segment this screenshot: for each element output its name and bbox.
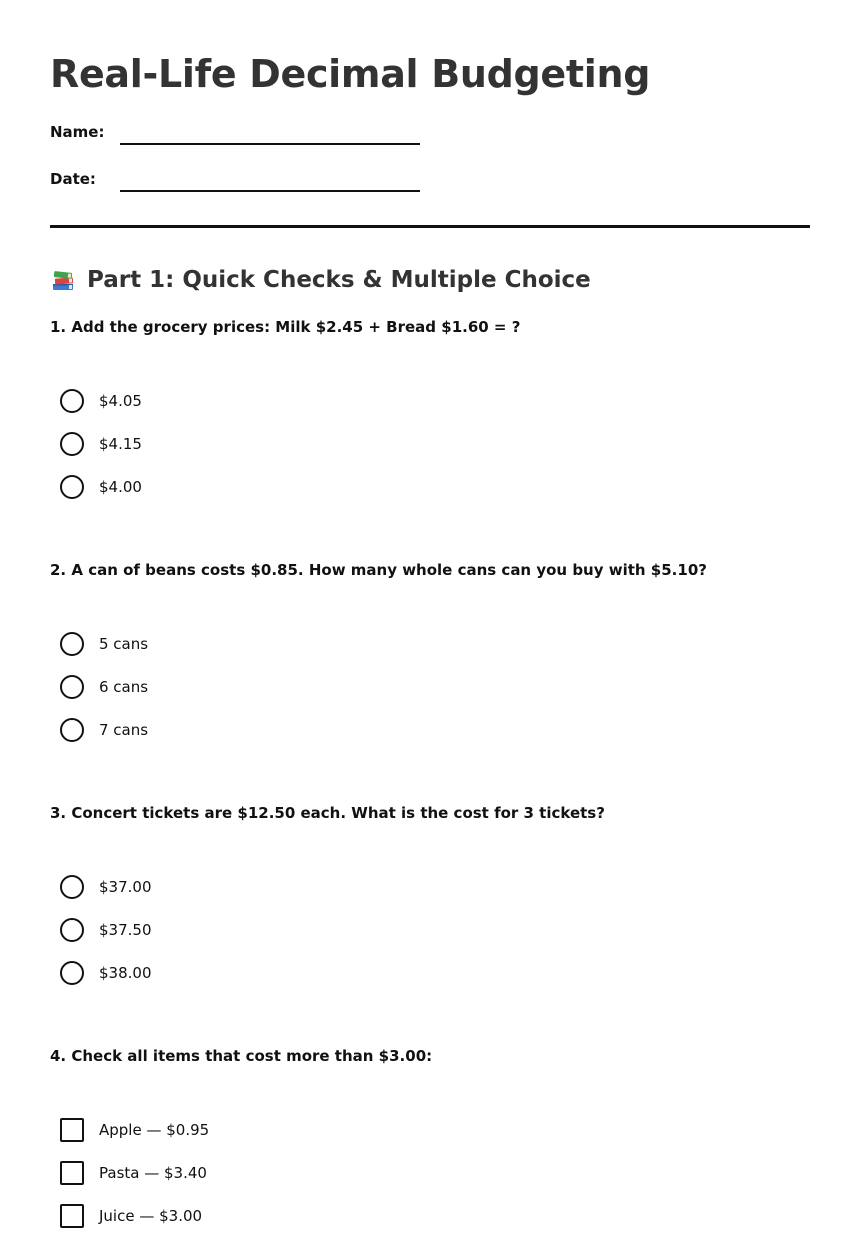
books-icon (50, 267, 76, 293)
option-item[interactable] (60, 1194, 810, 1237)
option-label: $38.00 (99, 963, 152, 982)
checkbox[interactable] (60, 1204, 84, 1228)
option-label: 6 cans (99, 677, 149, 696)
option-label: 5 cans (99, 635, 149, 653)
date-input-line[interactable] (120, 190, 420, 192)
option-label: $37.50 (99, 920, 152, 939)
date-label: Date: (50, 170, 96, 188)
option-item[interactable] (60, 422, 810, 465)
question-4: 4. Check all items that cost more than $3.00: (50, 1047, 433, 1065)
option-item[interactable] (60, 908, 810, 951)
radio-button[interactable] (60, 718, 84, 742)
question-3-options (50, 866, 810, 994)
option-label: Apple — $0.95 (99, 1121, 210, 1139)
option-item[interactable] (60, 380, 810, 422)
radio-button[interactable] (60, 632, 84, 656)
date-field-row (50, 167, 810, 189)
option-label: 7 cans (99, 720, 149, 739)
question-1: 1. Add the grocery prices: Milk $2.45 + Bread $1.60 = ? (50, 318, 521, 336)
name-field-row (50, 120, 810, 142)
radio-button[interactable] (60, 961, 84, 985)
option-label: $37.00 (99, 878, 152, 896)
question-2-options (50, 623, 810, 751)
option-label: $4.00 (99, 477, 142, 496)
checkbox[interactable] (60, 1118, 84, 1142)
name-input-line[interactable] (120, 143, 420, 145)
option-item[interactable] (60, 866, 810, 908)
option-label: $4.15 (99, 434, 142, 453)
radio-button[interactable] (60, 475, 84, 499)
radio-button[interactable] (60, 918, 84, 942)
option-item[interactable] (60, 465, 810, 508)
option-item[interactable] (60, 623, 810, 665)
radio-button[interactable] (60, 875, 84, 899)
radio-button[interactable] (60, 432, 84, 456)
worksheet-title: Real-Life Decimal Budgeting (50, 52, 651, 96)
part1-title: Part 1: Quick Checks & Multiple Choice (87, 267, 591, 293)
option-label: $4.05 (99, 392, 142, 410)
checkbox[interactable] (60, 1161, 84, 1185)
question-1-options (50, 380, 810, 508)
option-label: Pasta — $3.40 (99, 1163, 207, 1182)
question-4-options (50, 1109, 810, 1237)
option-item[interactable] (60, 1151, 810, 1194)
question-3: 3. Concert tickets are $12.50 each. What is the cost for 3 tickets? (50, 804, 605, 822)
option-item[interactable] (60, 1109, 810, 1151)
name-label: Name: (50, 123, 105, 141)
radio-button[interactable] (60, 389, 84, 413)
part1-heading (50, 264, 810, 296)
header-divider (50, 225, 810, 228)
option-label: Juice — $3.00 (99, 1206, 203, 1225)
option-item[interactable] (60, 951, 810, 994)
question-2: 2. A can of beans costs $0.85. How many whole cans can you buy with $5.10? (50, 561, 707, 579)
radio-button[interactable] (60, 675, 84, 699)
option-item[interactable] (60, 665, 810, 708)
option-item[interactable] (60, 708, 810, 751)
